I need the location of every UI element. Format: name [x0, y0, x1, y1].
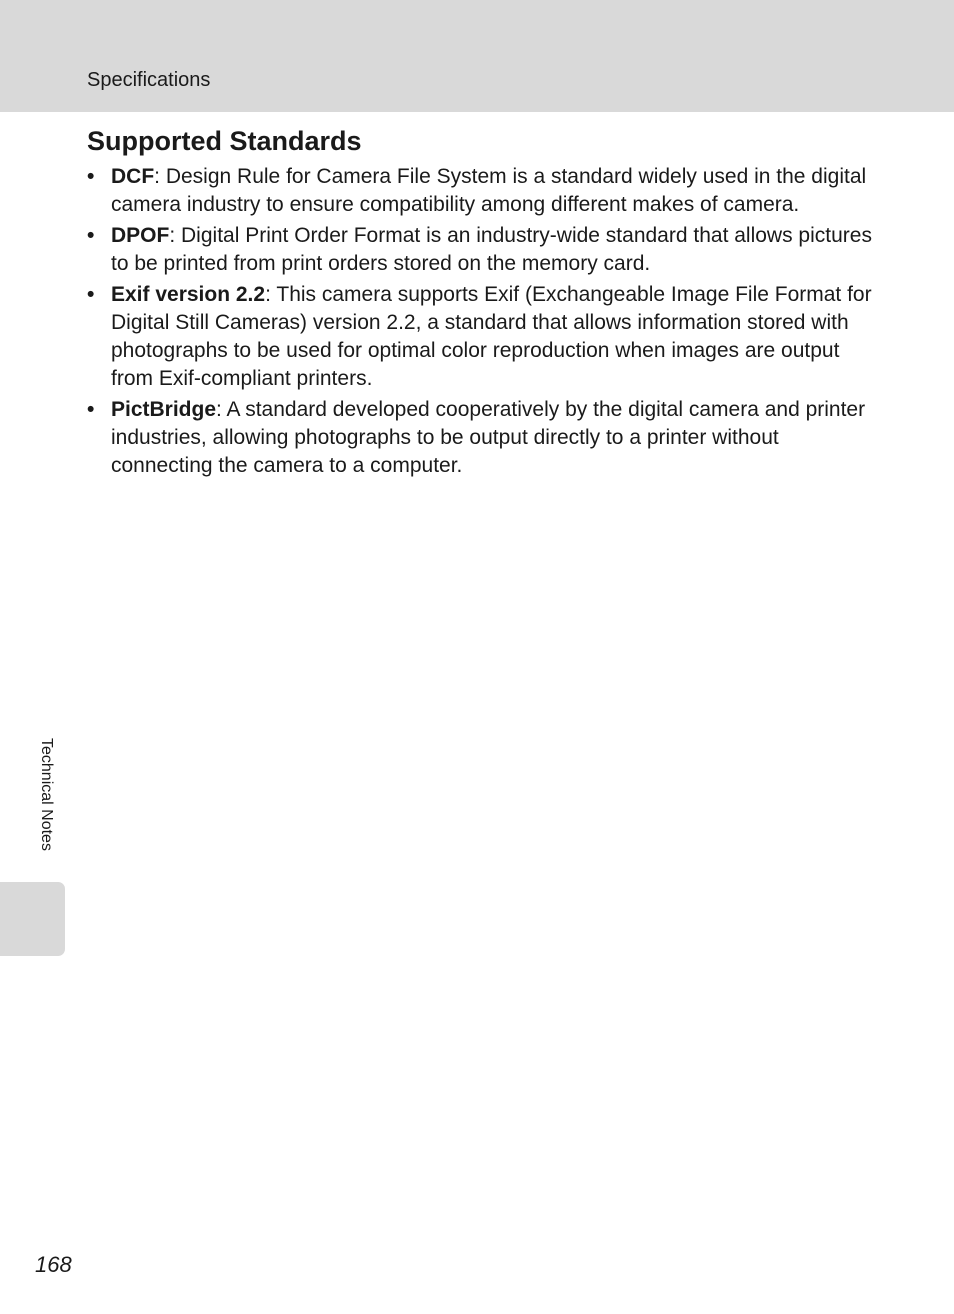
- term-exif: Exif version 2.2: [111, 283, 266, 306]
- standards-list: [87, 163, 877, 483]
- term-dpof: DPOF: [111, 224, 170, 247]
- list-item-exif: [87, 281, 877, 393]
- term-pictbridge: PictBridge: [111, 398, 217, 421]
- list-item-dpof: [87, 222, 877, 278]
- description-pictbridge: : A standard developed cooperatively by the digital camera and printer industries, allowing photographs to be output directly to a printer without connecting the camera to a computer.: [111, 398, 866, 477]
- page-number: 168: [35, 1252, 72, 1277]
- list-item-pictbridge: [87, 396, 877, 480]
- bullet-icon: •: [87, 283, 95, 306]
- bullet-icon: •: [87, 398, 95, 421]
- term-dcf: DCF: [111, 165, 155, 188]
- header-band: [0, 0, 954, 112]
- section-title: Specifications: [87, 69, 211, 91]
- side-tab: [0, 882, 65, 956]
- description-dcf: : Design Rule for Camera File System is a standard widely used in the digital camera industry to ensure compatibility among different makes of camera.: [111, 165, 867, 216]
- list-item-dcf: [87, 163, 877, 219]
- bullet-icon: •: [87, 224, 95, 247]
- page-heading: Supported Standards: [87, 126, 362, 156]
- side-tab-label: Technical Notes: [38, 738, 55, 851]
- bullet-icon: •: [87, 165, 95, 188]
- description-exif: : This camera supports Exif (Exchangeable Image File Format for Digital Still Cameras) version 2.2, a standard that allows information stored with photographs to be used for optimal color reproduction when images are output from Exif-compliant printers.: [111, 283, 872, 390]
- description-dpof: : Digital Print Order Format is an industry-wide standard that allows pictures to be printed from print orders stored on the memory card.: [111, 224, 872, 275]
